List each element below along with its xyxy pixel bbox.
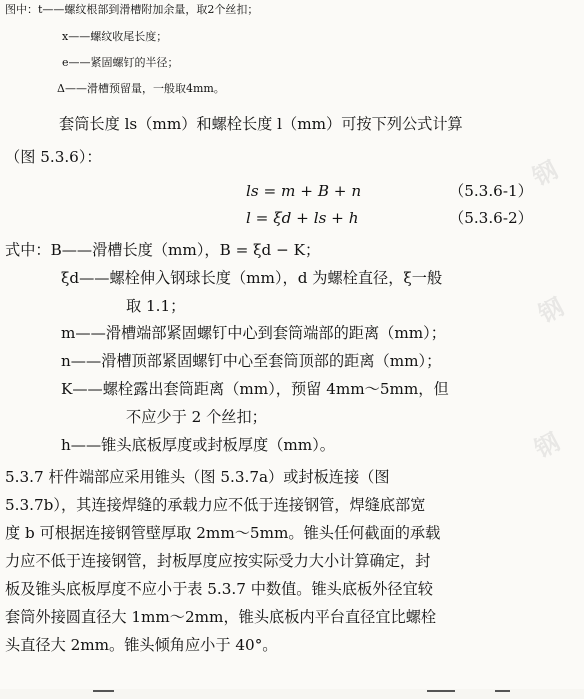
section-line-5: 板及锥头底板厚度不应小于表 5.3.7 中数值。锥头底板外径宜较 (5, 580, 433, 598)
definition-line-1: 式中：B——滑槽长度（mm），B = ξd − K； (5, 241, 321, 259)
definition-line-6: K——螺栓露出套筒距离（mm），预留 4mm～5mm，但 (61, 380, 449, 398)
definition-line-5: n——滑槽顶部紧固螺钉中心至套筒顶部的距离（mm）； (61, 352, 442, 370)
definition-line-8: h——锥头底板厚度或封板厚度（mm）。 (61, 436, 335, 454)
section-line-1: 5.3.7 杆件端部应采用锥头（图 5.3.7a）或封板连接（图 (5, 468, 390, 486)
intro-line-2: （图 5.3.6）： (5, 148, 102, 166)
formula-2-number: （5.3.6-2） (449, 209, 533, 227)
watermark: 钢 (534, 292, 569, 329)
legend-line-4: Δ——滑槽预留量，一般取4mm。 (57, 82, 225, 95)
cropped-figure-fragment (93, 690, 114, 692)
definition-line-2: ξd——螺栓伸入钢球长度（mm），d 为螺栓直径，ξ一般 (61, 269, 443, 287)
formula-1-number: （5.3.6-1） (449, 182, 533, 200)
legend-line-2: x——螺纹收尾长度； (62, 30, 168, 43)
watermark: 钢 (530, 427, 565, 464)
formula-1: ls = m + B + n (246, 182, 362, 200)
definition-line-3: 取 1.1； (126, 297, 186, 315)
definition-line-4: m——滑槽端部紧固螺钉中心到套筒端部的距离（mm）； (61, 324, 446, 342)
cropped-figure-fragment (427, 690, 455, 692)
intro-line-1: 套筒长度 ls（mm）和螺栓长度 l（mm）可按下列公式计算 (59, 115, 463, 133)
section-line-7: 头直径大 2mm。锥头倾角应小于 40°。 (5, 636, 278, 654)
section-line-6: 套筒外接圆直径大 1mm～2mm，锥头底板内平台直径宜比螺栓 (5, 608, 437, 626)
legend-line-1: 图中：t——螺纹根部到滑槽附加余量，取2个丝扣； (5, 3, 259, 16)
definition-line-7: 不应少于 2 个丝扣； (126, 408, 267, 426)
section-line-2: 5.3.7b），其连接焊缝的承载力应不低于连接钢管，焊缝底部宽 (5, 496, 426, 514)
section-line-3: 度 b 可根据连接钢管壁厚取 2mm～5mm。锥头任何截面的承载 (5, 524, 441, 542)
formula-2: l = ξd + ls + h (246, 209, 359, 227)
cropped-figure-fragment (495, 690, 510, 692)
section-line-4: 力应不低于连接钢管，封板厚度应按实际受力大小计算确定，封 (5, 552, 431, 570)
watermark: 钢 (528, 155, 563, 192)
legend-line-3: e——紧固螺钉的半径； (62, 56, 179, 69)
